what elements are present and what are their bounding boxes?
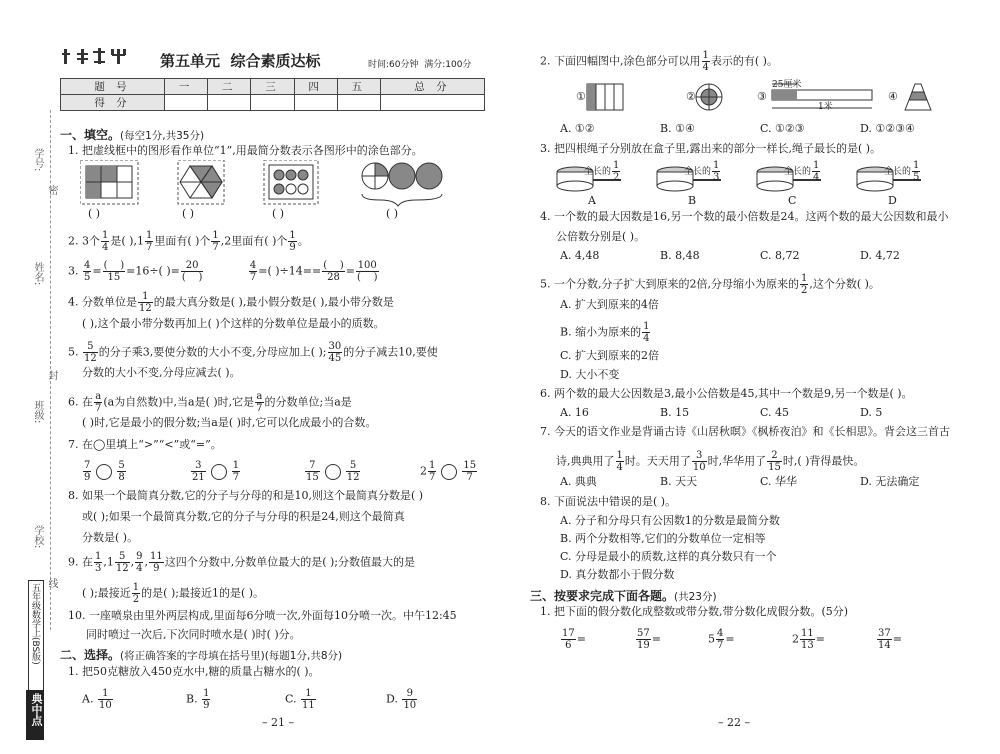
section-2-title: 二、选择。(将正确答案的字母填在括号里)(每题1分,共8分)	[60, 648, 343, 662]
question-5-line-2: 分数的大小不变,分母应减去( )。	[82, 366, 241, 379]
score-cell: 四	[294, 79, 337, 95]
figure-number: ④	[888, 90, 898, 103]
choice-option[interactable]: C. $\frac{1}{11}$	[285, 688, 315, 711]
choice-question-6: 6. 两个数的最大公因数是3,最小公倍数是45,其中一个数是9,另一个数是( )。	[540, 387, 913, 400]
page-title: 第五单元 综合素质达标	[160, 52, 321, 70]
choice-option[interactable]: C. 45	[760, 406, 790, 419]
choice-question-3: 3. 把四根绳子分别放在盒子里,露出来的部分一样长,绳子最长的是( )。	[540, 142, 882, 155]
rope-label-a: 全长的 $\frac{1}{2}$	[584, 160, 620, 183]
side-label-name: 姓名:	[32, 262, 43, 286]
page-number-left: – 21 –	[262, 716, 294, 729]
figure-number: ②	[686, 90, 696, 103]
choice-option[interactable]: C. 8,72	[760, 249, 800, 262]
side-label-class: 班级:	[32, 400, 43, 424]
choice-question-7: 7. 今天的语文作业是背诵古诗《山居秋暝》《枫桥夜泊》和《长相思》。背会这三首古	[540, 425, 950, 438]
choice-question-5: 5. 一个分数,分子扩大到原来的2倍,分母缩小为原来的 $\frac{1}{2}$ ,这个分数( )。	[540, 273, 880, 296]
question-5: 5. $\frac{5}{12}$ 的分子乘3,要使分数的大小不变,分母应加上( ); $\frac{30}{45}$ 的分子减去10,要使	[68, 341, 438, 364]
q1-blank[interactable]: ( )	[88, 207, 101, 220]
score-input-cell[interactable]	[208, 95, 251, 111]
rope-label-c: 全长的 $\frac{1}{4}$	[784, 160, 820, 183]
choice-option[interactable]: C. ①②③	[760, 122, 805, 135]
choice-option[interactable]: A. ①②	[560, 122, 595, 135]
choice-option[interactable]: B. 两个分数相等,它们的分数单位一定相等	[560, 532, 766, 545]
choice-option[interactable]: A	[588, 194, 596, 207]
q1-blank[interactable]: ( )	[182, 207, 195, 220]
choice-question-4: 4. 一个数的最大因数是16,另一个数的最小倍数是24。这两个数的最大公因数和最小	[540, 210, 949, 223]
task-1: 1. 把下面的假分数化成整数或带分数,带分数化成假分数。(5分)	[540, 605, 849, 618]
question-2: 2. 3个 $\frac{1}{4}$ 是( ),1 $\frac{1}{7}$ 里面有( )个 $\frac{1}{7}$ ,2里面有( )个 $\frac{1}{9}$ 。	[68, 230, 309, 253]
length-label: 25厘米	[772, 80, 802, 90]
choice-option[interactable]: B. $\frac{1}{9}$	[186, 688, 210, 711]
q1-blank[interactable]: ( )	[386, 207, 399, 220]
question-4-line-2: ( ),这个最小带分数再加上( )个这样的分数单位是最小的质数。	[82, 317, 385, 330]
choice-option[interactable]: B. 15	[660, 406, 690, 419]
choice-option[interactable]: D. 大小不变	[560, 368, 620, 381]
score-cell: 得 分	[61, 95, 165, 111]
r2-figures	[560, 80, 940, 120]
score-table-score-row	[61, 95, 485, 111]
cut-mark-xian: 线	[46, 578, 57, 588]
choice-option[interactable]: A. 典典	[560, 475, 597, 488]
conversion-item: 5 $\frac{4}{7}$ =	[708, 628, 735, 651]
rope-label-b: 全长的 $\frac{1}{3}$	[684, 160, 720, 183]
score-input-cell[interactable]	[165, 95, 208, 111]
score-cell: 三	[251, 79, 294, 95]
compare-circle[interactable]	[441, 464, 457, 480]
section-3-title: 三、按要求完成下面各题。(共23分)	[530, 589, 717, 603]
q1-blank[interactable]: ( )	[272, 207, 285, 220]
q7-compare-4: 2 $\frac{1}{7}$ $\frac{15}{7}$	[420, 460, 477, 483]
conversion-item: 2 $\frac{11}{13}$ =	[792, 628, 825, 651]
score-cell: 五	[337, 79, 380, 95]
section-1-title: 一、填空。(每空1分,共35分)	[60, 128, 205, 142]
choice-option[interactable]: A. $\frac{1}{10}$	[82, 688, 112, 711]
choice-option[interactable]: B	[688, 194, 697, 207]
side-label-school: 学校:	[32, 525, 43, 549]
choice-option[interactable]: B. 缩小为原来的 $\frac{1}{4}$	[560, 321, 650, 344]
choice-option[interactable]: B. 天天	[660, 475, 698, 488]
score-input-cell[interactable]	[294, 95, 337, 111]
question-7: 7. 在◯里填上“>”“<”或“=”。	[68, 438, 222, 451]
choice-option[interactable]: D. 无法确定	[860, 475, 920, 488]
cut-mark-feng: 封	[46, 370, 57, 380]
conversion-item: $\frac{37}{14}$ =	[878, 628, 902, 651]
score-cell: 题 号	[61, 79, 165, 95]
choice-question-1: 1. 把50克糖放入450克水中,糖的质量占糖水的( )。	[68, 665, 320, 678]
choice-question-8: 8. 下面说法中错误的是( )。	[540, 495, 677, 508]
exam-meta: 时间:60分钟 满分:100分	[368, 60, 472, 70]
choice-option[interactable]: D. $\frac{9}{10}$	[386, 688, 417, 711]
figure-number: ①	[576, 90, 586, 103]
question-3: 3. $\frac{4}{5}$ = ( ) 15 =16÷( )= 20 ( ) $\frac{4}{7}$ =( )÷14== ( ) 28 = 100 ( )	[68, 260, 378, 283]
choice-question-2: 2. 下面四幅图中,涂色部分可以用 $\frac{1}{4}$ 表示的有( )。	[540, 50, 778, 73]
score-table-header-row	[61, 79, 485, 95]
figure-number: ③	[757, 90, 767, 103]
choice-option[interactable]: C. 分母是最小的质数,这样的真分数只有一个	[560, 550, 777, 563]
choice-option[interactable]: A. 扩大到原来的4倍	[560, 298, 659, 311]
q1-figures	[80, 160, 450, 212]
choice-option[interactable]: D. 真分数都小于假分数	[560, 568, 675, 581]
question-9-line-2: ( );最接近 $\frac{1}{2}$ 的是( );最接近1的是( )。	[82, 582, 265, 605]
compare-circle[interactable]	[325, 464, 341, 480]
score-cell: 二	[208, 79, 251, 95]
header-decoration-icon	[62, 46, 132, 70]
question-1: 1. 把虚线框中的图形看作单位“1”,用最简分数表示各图形中的涂色部分。	[68, 144, 423, 157]
choice-option[interactable]: D. ①②③④	[860, 122, 915, 135]
choice-option[interactable]: A. 16	[560, 406, 589, 419]
score-cell: 总 分	[380, 79, 484, 95]
conversion-item: $\frac{17}{6}$ =	[562, 628, 586, 651]
side-label-student-id: 学号:	[32, 148, 43, 172]
question-10: 10. 一座喷泉由里外两层构成,里面每6分喷一次,外面每10分喷一次。中午12:45	[68, 609, 457, 622]
choice-option[interactable]: C. 扩大到原来的2倍	[560, 349, 660, 362]
score-input-cell[interactable]	[337, 95, 380, 111]
question-9: 9. 在 $\frac{1}{3}$ ,1 $\frac{5}{12}$ , $\frac{9}{4}$ , $\frac{11}{9}$ 这四个分数中,分数单位最大的是( );分数值最大的是	[68, 551, 415, 574]
question-6-line-2: ( )时,它是最小的假分数;当a是( )时,它可以化成最小的合数。	[82, 416, 377, 429]
choice-option[interactable]: A. 4,48	[560, 249, 600, 262]
q7-compare-2: $\frac{3}{21}$ $\frac{1}{7}$	[192, 460, 240, 483]
q7-compare-3: $\frac{7}{15}$ $\frac{5}{12}$	[306, 460, 360, 483]
conversion-item: $\frac{57}{19}$ =	[637, 628, 661, 651]
choice-option[interactable]: D	[888, 194, 897, 207]
cut-mark-mi: 密	[46, 185, 57, 195]
score-cell: 一	[165, 79, 208, 95]
q7-compare-1: $\frac{7}{9}$ $\frac{5}{8}$	[84, 460, 125, 483]
choice-option[interactable]: C. 华华	[760, 475, 798, 488]
book-title: 五年级数学上(BS版)	[30, 583, 40, 665]
score-input-cell[interactable]	[251, 95, 294, 111]
compare-circle[interactable]	[96, 464, 112, 480]
rope-label-d: 全长的 $\frac{1}{5}$	[884, 160, 920, 183]
choice-question-7-line-2: 诗,典典用了 $\frac{1}{4}$ 时。天天用了 $\frac{3}{10}$ 时,华华用了 $\frac{2}{15}$ 时,( )背得最快。	[556, 450, 865, 473]
question-6: 6. 在 $\frac{a}{7}$ (a为自然数)中,当a是( )时,它是 $\frac{a}{7}$ 的分数单位;当a是	[68, 391, 352, 414]
choice-question-4-line-2: 公倍数分别是( )。	[556, 230, 646, 243]
score-table	[60, 78, 485, 111]
choice-option[interactable]: D. 4,72	[860, 249, 900, 262]
score-input-cell[interactable]	[380, 95, 484, 111]
choice-option[interactable]: B. 8,48	[660, 249, 700, 262]
choice-option[interactable]: D. 5	[860, 406, 883, 419]
page-number-right: – 22 –	[718, 716, 750, 729]
question-8-line-2: 或( );如果一个最简真分数,它的分子与分母的积是24,则这个最简真	[82, 510, 405, 523]
brand-logo: 典中点	[26, 690, 44, 740]
book-strip	[28, 580, 44, 700]
compare-circle[interactable]	[211, 464, 227, 480]
length-label: 1米	[818, 102, 833, 112]
question-8-line-3: 分数是( )。	[82, 531, 139, 544]
question-10-line-2: 同时喷过一次后,下次同时喷水是( )时( )分。	[86, 628, 301, 641]
choice-option[interactable]: A. 分子和分母只有公因数1的分数是最简分数	[560, 514, 780, 527]
choice-option[interactable]: B. ①④	[660, 122, 695, 135]
choice-option[interactable]: C	[788, 194, 797, 207]
question-8: 8. 如果一个最简真分数,它的分子与分母的和是10,则这个最简真分数是( )	[68, 489, 424, 502]
question-4: 4. 分数单位是 $\frac{1}{12}$ 的最大真分数是( ),最小假分数是( ),最小带分数是	[68, 291, 394, 314]
